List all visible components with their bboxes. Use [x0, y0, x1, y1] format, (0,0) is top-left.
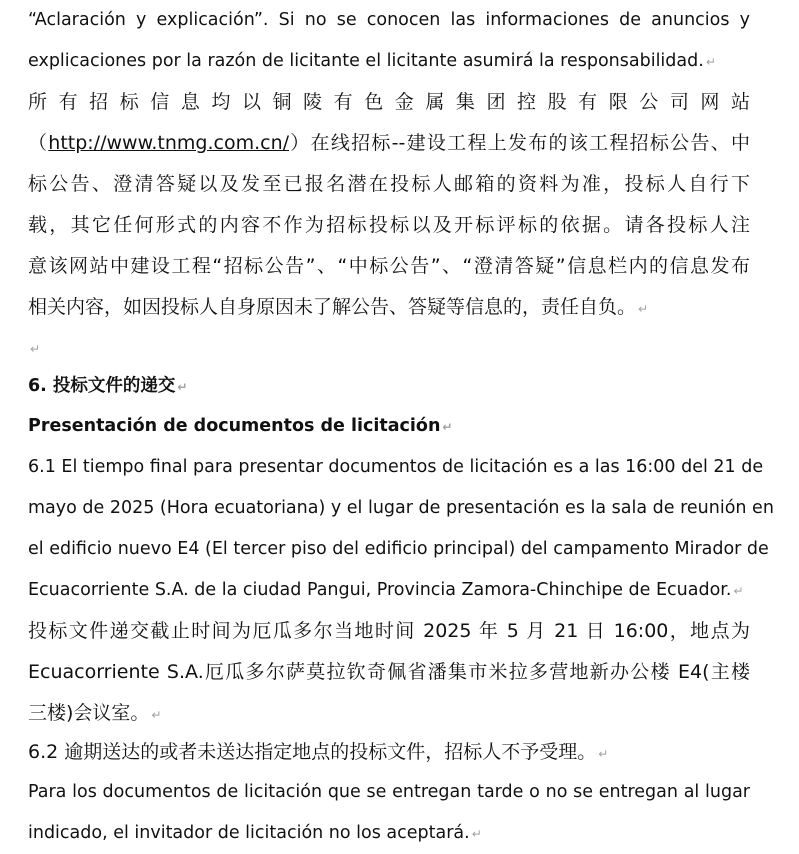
- paragraph-text: 三楼)会议室。: [28, 702, 150, 724]
- paragraph-text: Para los documentos de licitación que se entregan tarde o no se entregan al lugar: [28, 782, 750, 802]
- paragraph-text: （: [28, 132, 49, 154]
- heading-text: Presentación de documentos de licitación: [28, 416, 441, 436]
- text-line: [28, 693, 161, 733]
- text-line: [28, 732, 608, 772]
- paragraph-text: 6.2 逾期送达的或者未送达指定地点的投标文件，招标人不予受理。: [28, 741, 597, 763]
- text-line: [28, 570, 744, 610]
- paragraph-text: “Aclaración y explicación”. Si no se conocen las informaciones de anuncios y: [28, 10, 750, 30]
- paragraph-text: Ecuacorriente S.A. de la ciudad Pangui, Provincia Zamora-Chinchipe de Ecuador.: [28, 580, 732, 600]
- paragraph-mark-icon: ↵: [733, 584, 744, 598]
- paragraph-mark-icon: ↵: [638, 302, 649, 316]
- paragraph-text: 投标文件递交截止时间为厄瓜多尔当地时间 2025 年 5 月 21 日 16:00，地点为: [28, 620, 750, 642]
- text-line: [28, 813, 482, 853]
- paragraph-text: indicado, el invitador de licitación no los aceptará.: [28, 823, 470, 843]
- text-line: [28, 652, 750, 692]
- paragraph-mark-icon: ↵: [151, 708, 162, 722]
- paragraph-text: 意该网站中建设工程“招标公告”、“中标公告”、“澄清答疑”信息栏内的信息发布: [28, 255, 750, 277]
- paragraph-text: 相关内容，如因投标人自身原因未了解公告、答疑等信息的，责任自负。: [28, 296, 637, 318]
- text-line: [28, 287, 648, 327]
- text-line: [28, 488, 774, 528]
- text-line: [28, 205, 750, 245]
- paragraph-text: 载，其它任何形式的内容不作为招标投标以及开标评标的依据。请各投标人注: [28, 214, 750, 236]
- text-line: [28, 529, 769, 569]
- paragraph-text: explicaciones por la razón de licitante el licitante asumirá la responsabilidad.: [28, 51, 704, 71]
- paragraph-text: el edificio nuevo E4 (El tercer piso del edificio principal) del campamento Mirador de: [28, 539, 769, 559]
- paragraph-mark-icon: ↵: [177, 380, 188, 394]
- section-heading: [28, 406, 452, 446]
- paragraph-text: mayo de 2025 (Hora ecuatoriana) y el lugar de presentación es la sala de reunión en: [28, 498, 774, 518]
- text-line: [28, 772, 750, 812]
- text-line: [28, 123, 750, 163]
- text-line: [28, 164, 750, 204]
- paragraph-mark-icon: ↵: [598, 747, 609, 761]
- paragraph-text: ）在线招标--建设工程上发布的该工程招标公告、中: [289, 132, 750, 154]
- paragraph-text: Ecuacorriente S.A.厄瓜多尔萨莫拉钦奇佩省潘集市米拉多营地新办公楼 E4(主楼: [28, 661, 750, 683]
- empty-line: [28, 328, 40, 368]
- text-line: [28, 41, 716, 81]
- text-line: [28, 82, 750, 122]
- website-link[interactable]: http://www.tnmg.com.cn/: [48, 132, 290, 154]
- paragraph-mark-icon: ↵: [442, 420, 453, 434]
- paragraph-mark-icon: ↵: [705, 55, 716, 69]
- text-line: [28, 246, 750, 286]
- text-line: [28, 0, 750, 40]
- section-heading: [28, 366, 187, 406]
- text-line: [28, 447, 764, 487]
- text-line: [28, 611, 750, 651]
- paragraph-text: 标公告、澄清答疑以及发至已报名潜在投标人邮箱的资料为准，投标人自行下: [28, 173, 750, 195]
- paragraph-mark-icon: ↵: [30, 342, 41, 356]
- heading-text: 6. 投标文件的递交: [28, 376, 176, 396]
- paragraph-mark-icon: ↵: [471, 827, 482, 841]
- paragraph-text: 所有招标信息均以铜陵有色金属集团控股有限公司网站: [28, 91, 750, 113]
- paragraph-text: 6.1 El tiempo final para presentar documentos de licitación es a las 16:00 del 21 de: [28, 457, 764, 477]
